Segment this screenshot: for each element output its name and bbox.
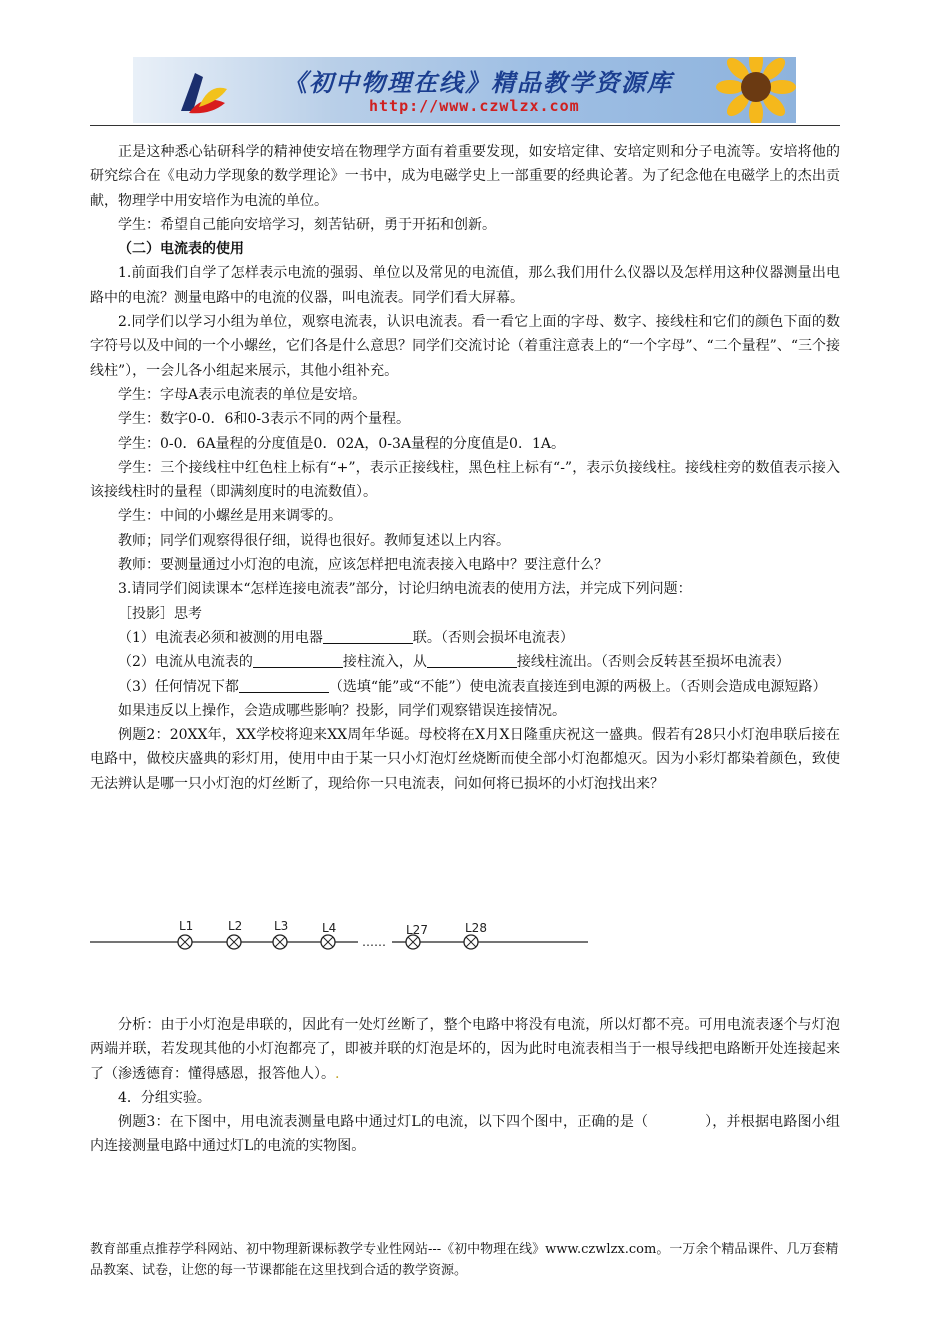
paragraph: 学生：0-0．6A量程的分度值是0．02A，0-3A量程的分度值是0．1A。 (118, 435, 565, 452)
paragraph: 学生：数字0-0．6和0-3表示不同的两个量程。 (118, 411, 410, 428)
fill-blank (427, 653, 517, 668)
paragraph: 学生：字母A表示电流表的单位是安培。 (118, 386, 367, 403)
banner-title: 《初中物理在线》精品教学资源库 (283, 68, 673, 97)
sunflower-icon (686, 57, 796, 123)
lamp-label: L4 (322, 921, 337, 935)
header-banner (133, 57, 796, 123)
paragraph: 3.请同学们阅读课本“怎样连接电流表”部分，讨论归纳电流表的使用方法，并完成下列问题： (118, 581, 692, 598)
question-3 (90, 675, 840, 699)
paragraph: 学生：三个接线柱中红色柱上标有“+”，表示正接线柱，黑色柱上标有“-”，表示负接线柱。接线柱旁的数值表示接入该接线柱时的量程（即满刻度时的电流数值）。 (90, 459, 840, 501)
fill-blank (323, 629, 413, 644)
lamp-icon (464, 935, 478, 949)
question-1 (90, 626, 840, 650)
question-2 (90, 650, 840, 674)
question-text: 接柱流入，从 (342, 654, 427, 671)
paragraph: 学生：希望自己能向安培学习，刻苦钻研，勇于开拓和创新。 (118, 216, 496, 233)
analysis-content (90, 1013, 840, 1159)
paragraph: 教师；同学们观察得很仔细，说得也很好。教师复述以上内容。 (118, 532, 510, 549)
paragraph: 正是这种悉心钻研科学的精神使安培在物理学方面有着重要发现，如安培定律、安培定则和分子电流等。安培将他的研究综合在《电动力学现象的数学理论》一书中，成为电磁学史上一部重要的经典论著。为了纪念他在电磁学上的杰出贡献，物理学中用安培作为电流的单位。 (90, 144, 840, 209)
fill-blank (253, 653, 343, 668)
paragraph: 例题3：在下图中，用电流表测量电路中通过灯L的电流，以下四个图中，正确的是（ ），并根据电路图小组内连接测量电路中通过灯L的电流的实物图。 (90, 1114, 840, 1155)
lamp-icon (273, 935, 287, 949)
paragraph: 教师：要测量通过小灯泡的电流，应该怎样把电流表接入电路中？要注意什么？ (118, 557, 608, 574)
decorative-dot: . (335, 1065, 340, 1082)
paragraph: ［投影］思考 (118, 605, 202, 622)
lamp-label: L1 (179, 919, 194, 933)
lamp-icon (178, 935, 192, 949)
circuit-ellipsis: …… (362, 935, 386, 949)
site-logo-icon (175, 63, 231, 119)
analysis-text: 分析：由于小灯泡是串联的，因此有一处灯丝断了，整个电路中将没有电流，所以灯都不亮。可用电流表逐个与灯泡两端并联，若发现其他的小灯泡都亮了，即被并联的灯泡是坏的，因为此时电流表相当于一根导线把电路断开处连接起来了（渗透德育：懂得感恩，报答他人）。 (90, 1017, 840, 1082)
paragraph: 如果违反以上操作，会造成哪些影响？投影，同学们观察错误连接情况。 (118, 702, 566, 719)
lamp-icon (406, 935, 420, 949)
lamp-label: L2 (228, 919, 243, 933)
question-text: 联。（否则会损坏电流表） (412, 629, 574, 646)
lamp-label: L27 (406, 923, 428, 937)
paragraph: 1.前面我们自学了怎样表示电流的强弱、单位以及常见的电流值，那么我们用什么仪器以及怎样用这种仪器测量出电路中的电流？测量电路中的电流的仪器，叫电流表。同学们看大屏幕。 (90, 265, 840, 306)
question-text: （3）任何情况下都 (118, 678, 239, 695)
paragraph: 例题2：20XX年，XX学校将迎来XX周年华诞。母校将在X月X日隆重庆祝这一盛典。假若有28只小灯泡串联后接在电路中，做校庆盛典的彩灯用，使用中由于某一只小灯泡灯丝烧断而使全部小灯泡都熄灭。因为小彩灯都染着颜色，致使无法辨认是哪一只小灯泡的灯丝断了，现给你一只电流表，问如何将已损坏的小灯泡找出来？ (90, 727, 840, 792)
paragraph: 2.同学们以学习小组为单位，观察电流表，认识电流表。看一看它上面的字母、数字、接线柱和它们的颜色下面的数字符号以及中间的一个小螺丝，它们各是什么意思？同学们交流讨论（着重注意表上的“一个字母”、“二个量程”、“三个接线柱”），一会儿各小组起来展示，其他小组补充。 (90, 314, 840, 379)
paragraph (90, 1013, 840, 1086)
question-text: （2）电流从电流表的 (118, 654, 253, 671)
lamp-icon (227, 935, 241, 949)
lamp-label: L28 (465, 921, 487, 935)
question-text: （1）电流表必须和被测的用电器 (118, 629, 323, 646)
banner-url[interactable]: http://www.czwlzx.com (369, 97, 580, 115)
question-text: （选填“能”或“不能”）使电流表直接连到电源的两极上。（否则会造成电源短路） (328, 678, 827, 695)
lamp-label: L3 (274, 919, 289, 933)
page-footer: 教育部重点推荐学科网站、初中物理新课标教学专业性网站---《初中物理在线》www.czwlzx.com。一万余个精品课件、几万套精品教案、试卷，让您的每一节课都能在这里找到合适的教学资源。 (90, 1242, 839, 1278)
paragraph: 学生：中间的小螺丝是用来调零的。 (118, 508, 342, 525)
series-lamp-circuit (90, 916, 590, 956)
paragraph: 4．分组实验。 (118, 1089, 211, 1106)
main-content (90, 140, 840, 796)
question-text: 接线柱流出。（否则会反转甚至损坏电流表） (516, 654, 790, 671)
header-divider (90, 125, 840, 126)
fill-blank (239, 678, 329, 693)
section-heading: （二）电流表的使用 (118, 241, 244, 258)
lamp-icon (321, 935, 335, 949)
